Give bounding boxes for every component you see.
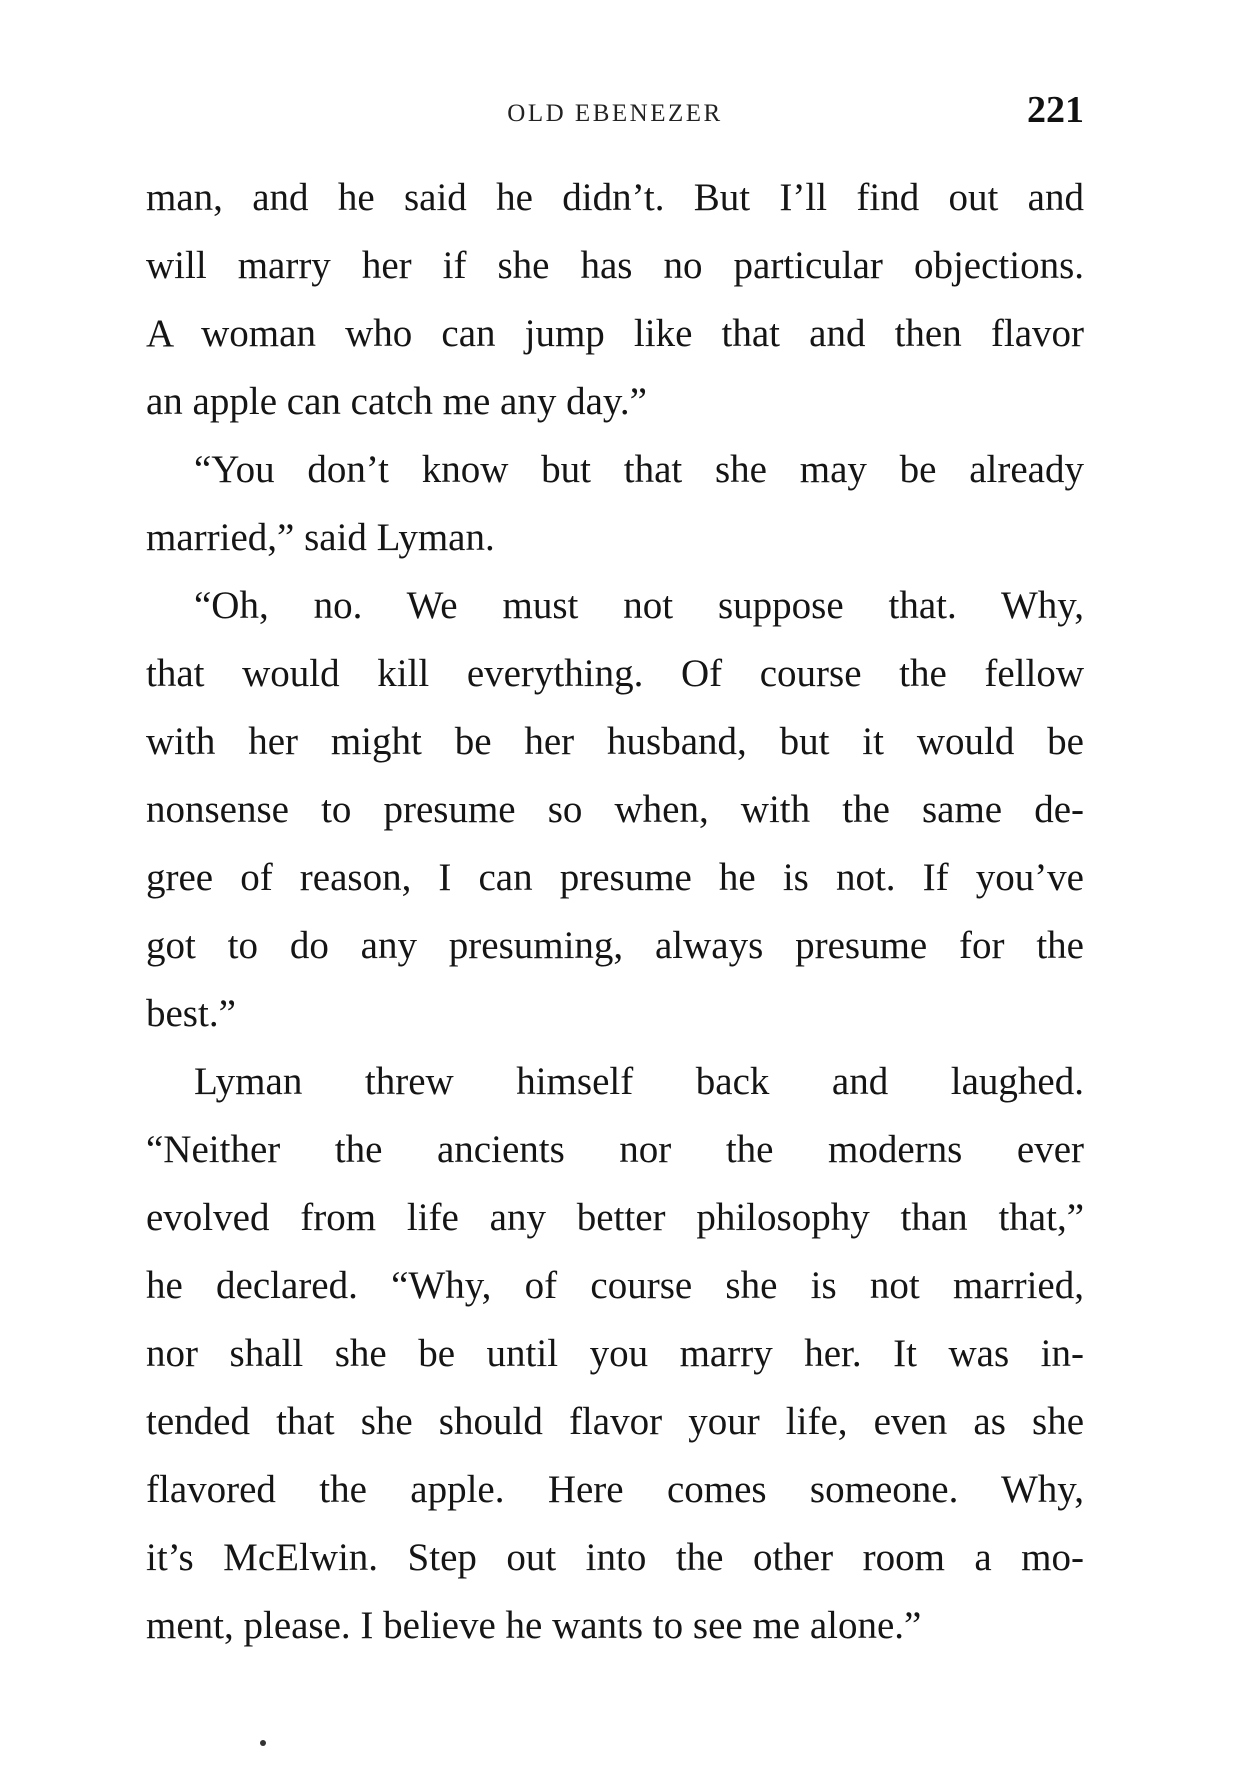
text-line: Lyman threw himself back and laughed. — [194, 1060, 1084, 1103]
running-title: OLD EBENEZER — [507, 100, 723, 127]
text-line: married,” said Lyman. — [146, 516, 495, 559]
running-head — [146, 89, 1084, 142]
text-line: best.” — [146, 992, 236, 1035]
text-line: an apple can catch me any day.” — [146, 380, 647, 423]
text-line: “Oh, no. We must not suppose that. Why, — [194, 584, 1084, 627]
text-line: nor shall she be until you marry her. It was in- — [146, 1332, 1084, 1375]
text-line: man, and he said he didn’t. But I’ll find out and — [146, 176, 1084, 219]
text-line: tended that she should flavor your life, even as she — [146, 1400, 1084, 1443]
text-line: gree of reason, I can presume he is not. If you’ve — [146, 856, 1084, 899]
text-line: ment, please. I believe he wants to see me alone.” — [146, 1604, 922, 1647]
text-line: it’s McElwin. Step out into the other room a mo- — [146, 1536, 1084, 1579]
page-number: 221 — [1027, 89, 1084, 131]
text-line: that would kill everything. Of course the fellow — [146, 652, 1084, 695]
text-line: will marry her if she has no particular objections. — [146, 244, 1084, 287]
text-line: A woman who can jump like that and then flavor — [146, 312, 1084, 355]
text-line: got to do any presuming, always presume for the — [146, 924, 1084, 967]
text-line: he declared. “Why, of course she is not married, — [146, 1264, 1084, 1307]
text-line: with her might be her husband, but it would be — [146, 720, 1084, 763]
text-line: nonsense to presume so when, with the same de- — [146, 788, 1084, 831]
text-line: “You don’t know but that she may be already — [194, 448, 1084, 491]
print-speck — [260, 1740, 266, 1746]
text-line: flavored the apple. Here comes someone. Why, — [146, 1468, 1084, 1511]
text-line: “Neither the ancients nor the moderns ever — [146, 1128, 1084, 1171]
body-text — [146, 164, 1084, 1660]
text-line: evolved from life any better philosophy than that,” — [146, 1196, 1084, 1239]
